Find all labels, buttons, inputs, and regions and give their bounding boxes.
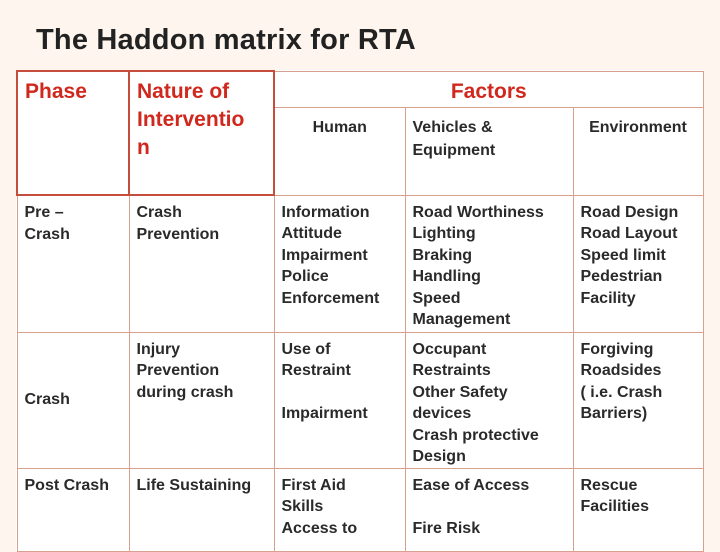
human-cell: Information Attitude Impairment Police Enforcement [274, 195, 405, 332]
nature-cell: Injury Prevention during crash [129, 332, 274, 468]
nature-of-intervention-header: Nature of Interventio n [129, 71, 274, 195]
phase-cell: Post Crash [17, 468, 129, 551]
environment-cell: Rescue Facilities [573, 468, 703, 551]
phase-cell: Pre – Crash [17, 195, 129, 332]
human-header: Human [274, 107, 405, 195]
vehicles-equipment-header: Vehicles & Equipment [405, 107, 573, 195]
environment-header: Environment [573, 107, 703, 195]
vehicles-cell: Occupant Restraints Other Safety devices Crash protective Design [405, 332, 573, 468]
human-cell: First Aid Skills Access to [274, 468, 405, 551]
table-row [17, 468, 703, 551]
table-row [17, 195, 703, 332]
haddon-matrix-table [16, 70, 704, 552]
vehicles-cell: Ease of Access Fire Risk [405, 468, 573, 551]
table-row [17, 332, 703, 468]
page-title: The Haddon matrix for RTA [36, 24, 416, 56]
factors-header: Factors [274, 71, 703, 107]
phase-header: Phase [17, 71, 129, 195]
nature-cell: Crash Prevention [129, 195, 274, 332]
nature-cell: Life Sustaining [129, 468, 274, 551]
environment-cell: Forgiving Roadsides ( i.e. Crash Barriers) [573, 332, 703, 468]
header-row-top [17, 71, 703, 107]
vehicles-cell: Road Worthiness Lighting Braking Handling Speed Management [405, 195, 573, 332]
phase-cell: Crash [17, 332, 129, 468]
environment-cell: Road Design Road Layout Speed limit Pedestrian Facility [573, 195, 703, 332]
human-cell: Use of Restraint Impairment [274, 332, 405, 468]
